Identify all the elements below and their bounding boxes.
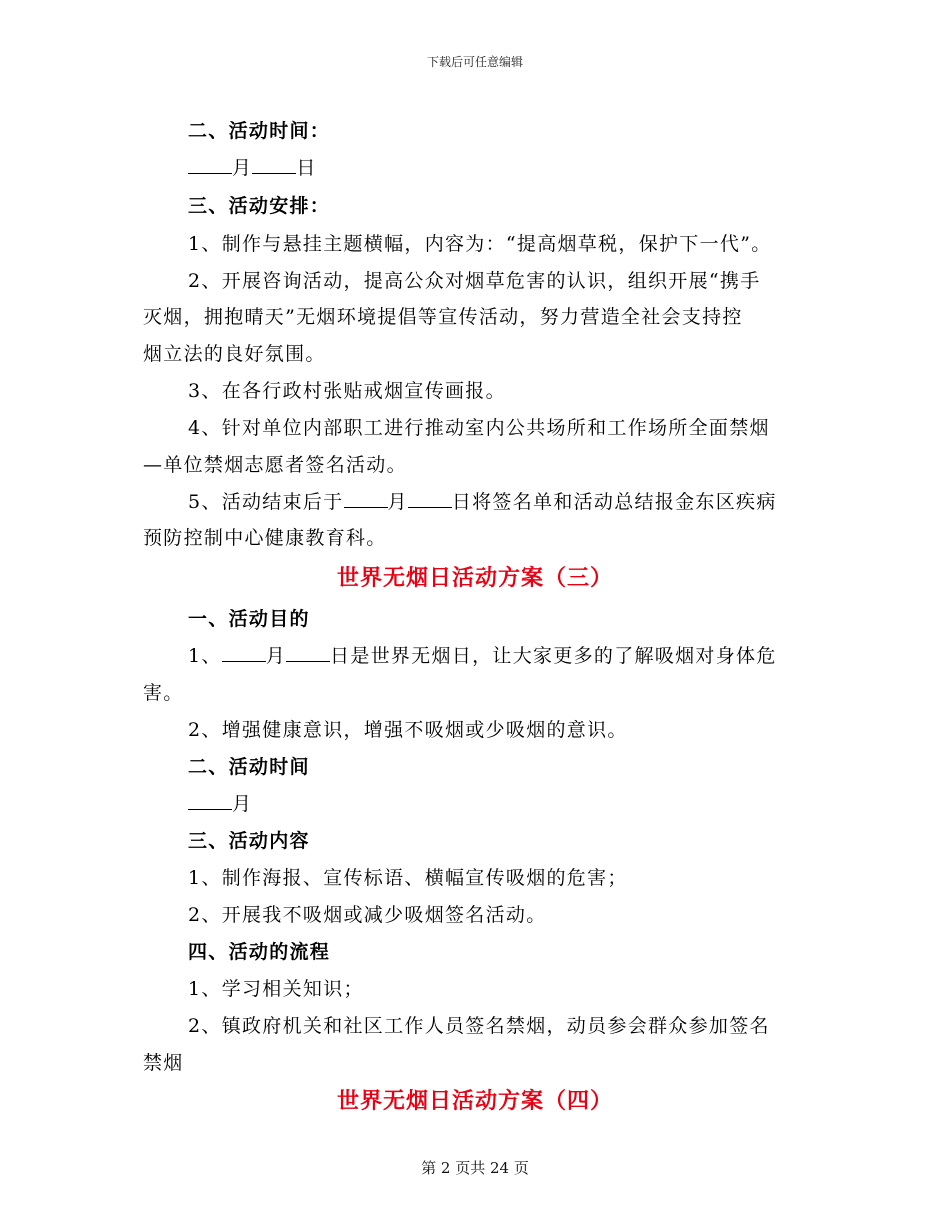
arrangement-item-5-line-1 [188, 487, 777, 514]
month-label: 月 [232, 793, 253, 815]
flow-item-2-line-2: 禁烟 [143, 1052, 184, 1074]
day-blank [408, 491, 452, 508]
arrangement-item-4-line-1: 4、针对单位内部职工进行推动室内公共场所和工作场所全面禁烟 [188, 417, 770, 439]
heading-activity-flow: 四、活动的流程 [188, 941, 331, 963]
goal-item-1-line-2: 害。 [143, 682, 184, 704]
section-title-4: 世界无烟日活动方案（四） [336, 1088, 613, 1114]
heading-activity-content: 三、活动内容 [188, 830, 310, 852]
day-blank [252, 157, 296, 174]
content-item-2: 2、开展我不吸烟或减少吸烟签名活动。 [188, 904, 547, 926]
item5-suffix: 日将签名单和活动总结报金东区疾病 [451, 491, 777, 513]
month-blank [188, 157, 232, 174]
item5-prefix: 5、活动结束后于 [188, 491, 344, 513]
arrangement-item-2-line-2: 灭烟，拥抱晴天”无烟环境提倡等宣传活动，努力营造全社会支持控 [143, 306, 743, 328]
month-label: 月 [232, 157, 253, 179]
arrangement-item-3: 3、在各行政村张贴戒烟宣传画报。 [188, 380, 506, 402]
arrangement-item-5-line-2: 预防控制中心健康教育科。 [143, 527, 387, 549]
content-item-1: 1、制作海报、宣传标语、横幅宣传吸烟的危害； [188, 867, 628, 889]
flow-item-2-line-1: 2、镇政府机关和社区工作人员签名禁烟，动员参会群众参加签名 [188, 1015, 770, 1037]
day-label: 日 [296, 157, 317, 179]
activity-date-line [188, 153, 317, 180]
month-blank [222, 645, 266, 662]
page-footer: 第 2 页共 24 页 [421, 1159, 529, 1177]
section-title-3: 世界无烟日活动方案（三） [336, 565, 613, 591]
goal1-prefix: 1、 [188, 645, 222, 667]
month-blank [344, 491, 388, 508]
arrangement-item-1: 1、制作与悬挂主题横幅，内容为：“提高烟草税，保护下一代”。 [188, 233, 772, 255]
arrangement-item-2-line-3: 烟立法的良好氛围。 [143, 343, 326, 365]
goal-item-1-line-1 [188, 641, 777, 668]
page-header: 下载后可任意编辑 [426, 55, 523, 69]
arrangement-item-4-line-2: —单位禁烟志愿者签名活动。 [143, 454, 407, 476]
heading-activity-goal: 一、活动目的 [188, 608, 310, 630]
month-label: 月 [387, 491, 408, 513]
day-blank [286, 645, 330, 662]
flow-item-1: 1、学习相关知识； [188, 978, 364, 1000]
goal1-suffix: 日是世界无烟日，让大家更多的了解吸烟对身体危 [330, 645, 777, 667]
heading-activity-time: 二、活动时间： [188, 120, 331, 142]
heading-activity-time-2: 二、活动时间 [188, 756, 310, 778]
month-label: 月 [265, 645, 287, 667]
arrangement-item-2-line-1: 2、开展咨询活动，提高公众对烟草危害的认识，组织开展“携手 [188, 270, 761, 292]
goal-item-2: 2、增强健康意识，增强不吸烟或少吸烟的意识。 [188, 719, 628, 741]
activity-month-line [188, 789, 252, 816]
heading-activity-arrangement: 三、活动安排： [188, 195, 331, 217]
month-blank [188, 793, 232, 810]
